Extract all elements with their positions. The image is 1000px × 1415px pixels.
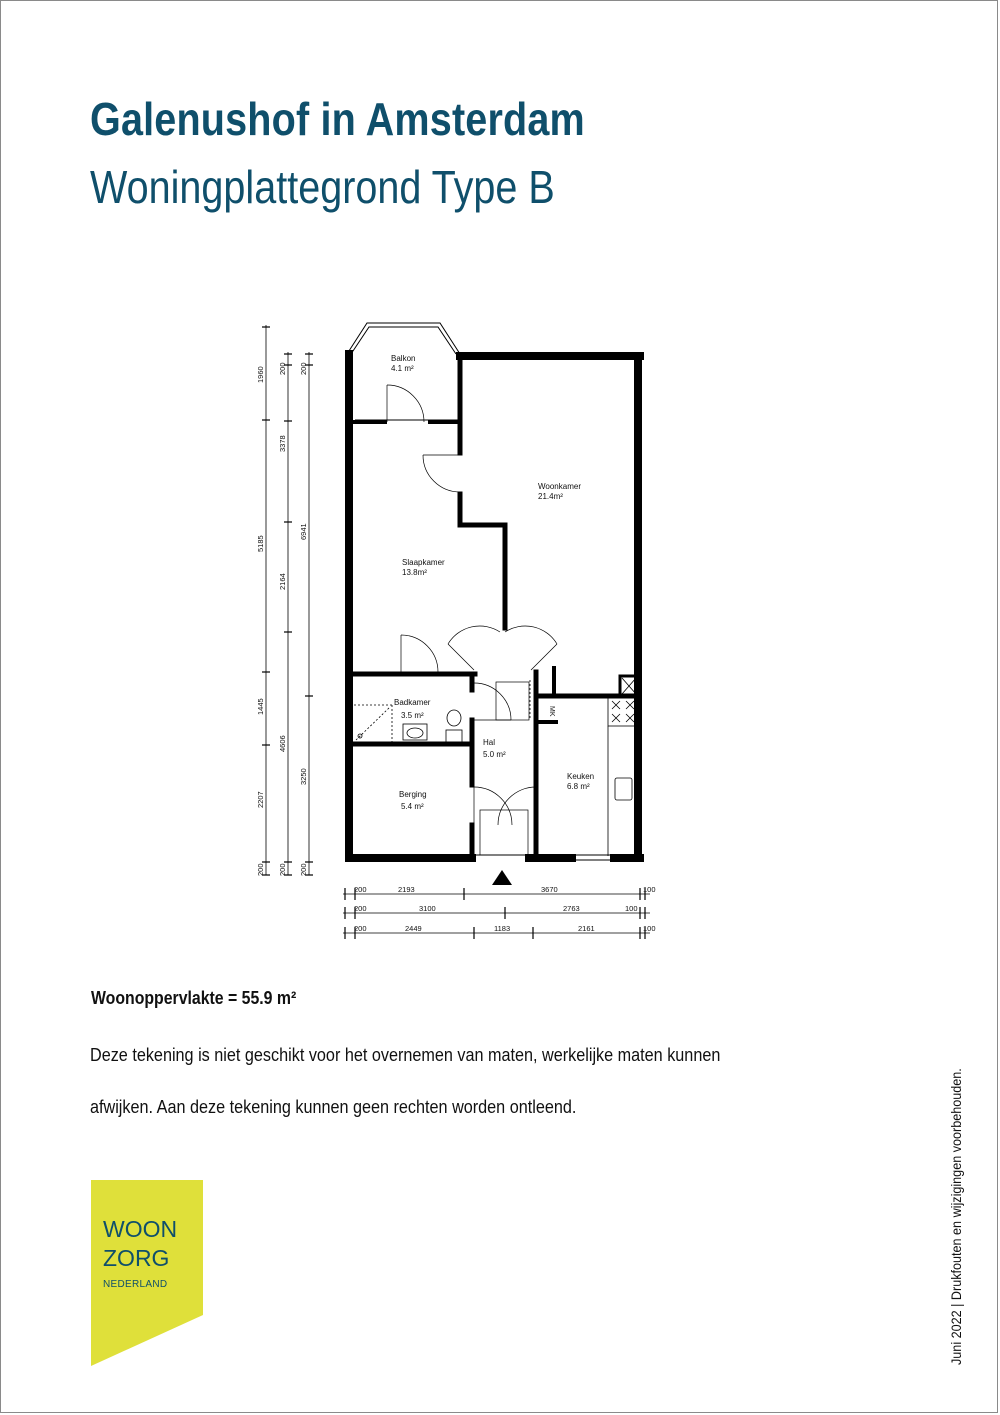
dim-row2-2: 3100: [419, 904, 436, 913]
dim-row3-5: 100: [643, 924, 656, 933]
room-balkon-name: Balkon: [391, 354, 416, 363]
room-hal-area: 5.0 m²: [483, 750, 506, 759]
dim-left-3: 1445: [256, 698, 265, 715]
dim-mid-2: 3378: [278, 435, 287, 452]
room-berging-name: Berging: [399, 790, 427, 799]
dim-mid-3: 2164: [278, 573, 287, 590]
walls: [349, 354, 640, 858]
meter-cupboard-label: MK: [548, 706, 555, 717]
dim-row3-2: 2449: [405, 924, 422, 933]
room-keuken-area: 6.8 m²: [567, 782, 590, 791]
room-slaapkamer-area: 13.8m²: [402, 568, 427, 577]
logo-line-2: ZORG: [103, 1245, 170, 1271]
dim-left-4: 2207: [256, 791, 265, 808]
room-woonkamer-name: Woonkamer: [538, 482, 581, 491]
dim-row1-4: 100: [643, 885, 656, 894]
dim-row2-3: 2763: [563, 904, 580, 913]
woonzorg-logo: [91, 1180, 203, 1366]
dim-right-3: 3250: [299, 768, 308, 785]
dim-mid-5: 200: [278, 863, 287, 876]
dim-row1-1: 200: [354, 885, 367, 894]
logo-line-3: NEDERLAND: [103, 1279, 168, 1290]
room-badkamer-area: 3.5 m²: [401, 711, 424, 720]
page-subtitle: Woningplattegrond Type B: [90, 161, 555, 213]
living-area-total: Woonoppervlakte = 55.9 m²: [91, 988, 297, 1008]
dim-row2-1: 200: [354, 904, 367, 913]
room-berging-area: 5.4 m²: [401, 802, 424, 811]
page-title: Galenushof in Amsterdam: [90, 93, 585, 145]
logo-shape: [91, 1180, 203, 1366]
dim-right-4: 200: [299, 863, 308, 876]
logo-line-1: WOON: [103, 1216, 178, 1242]
dim-row1-2: 2193: [398, 885, 415, 894]
disclaimer-line-2: afwijken. Aan deze tekening kunnen geen rechten worden ontleend.: [90, 1097, 577, 1117]
room-keuken-name: Keuken: [567, 772, 595, 781]
dim-left-5: 200: [256, 863, 265, 876]
dimension-labels: [256, 362, 656, 933]
floor-plan: [240, 315, 680, 945]
dim-left-2: 5185: [256, 535, 265, 552]
disclaimer-line-1: Deze tekening is niet geschikt voor het overnemen van maten, werkelijke maten kunnen: [90, 1045, 721, 1065]
room-woonkamer-area: 21.4m²: [538, 492, 563, 501]
dim-left-1: 1960: [256, 366, 265, 383]
dim-row3-4: 2161: [578, 924, 595, 933]
dim-row3-3: 1183: [494, 924, 511, 933]
dim-right-1: 200: [299, 362, 308, 375]
entrance-arrow-icon: [492, 870, 512, 885]
dim-row1-3: 3670: [541, 885, 558, 894]
print-note: Juni 2022 | Drukfouten en wijzigingen voorbehouden.: [948, 1068, 964, 1365]
dim-mid-1: 200: [278, 362, 287, 375]
room-balkon-area: 4.1 m²: [391, 364, 414, 373]
room-badkamer-name: Badkamer: [394, 698, 431, 707]
room-hal-name: Hal: [483, 738, 496, 747]
dim-row3-1: 200: [354, 924, 367, 933]
dim-row2-4: 100: [625, 904, 638, 913]
room-slaapkamer-name: Slaapkamer: [402, 558, 445, 567]
dimension-lines: [262, 325, 650, 939]
dim-right-2: 6941: [299, 523, 308, 540]
dim-mid-4: 4606: [278, 735, 287, 752]
